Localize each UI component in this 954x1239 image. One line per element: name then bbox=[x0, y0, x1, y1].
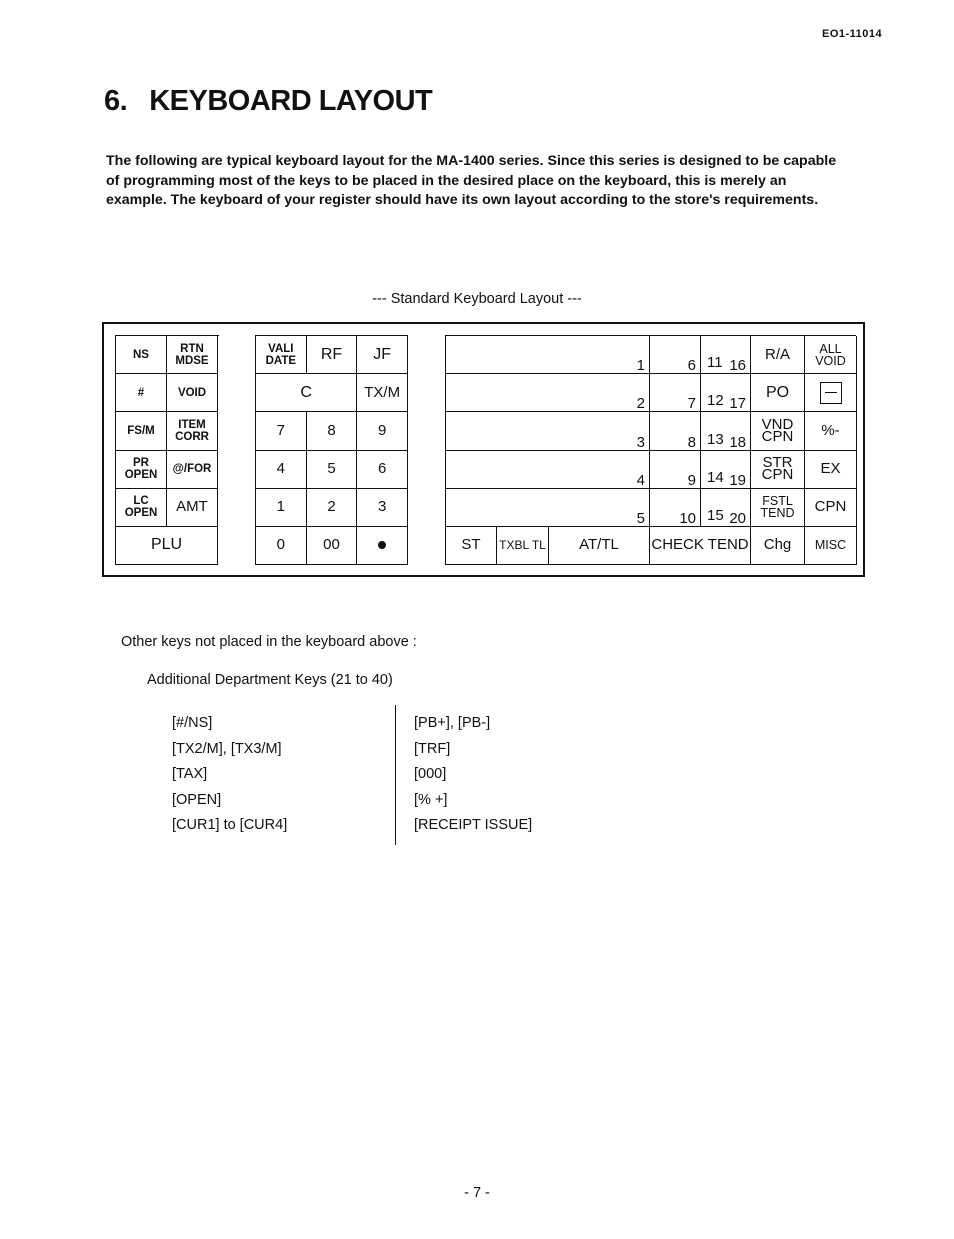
key-ex[interactable]: EX bbox=[805, 451, 857, 489]
key-percent-minus[interactable]: %- bbox=[805, 412, 857, 450]
key-2[interactable]: 2 bbox=[307, 489, 358, 527]
dept-key-14[interactable]: 14 19 bbox=[701, 451, 751, 489]
dot-icon bbox=[378, 541, 386, 549]
key-7[interactable]: 7 bbox=[256, 412, 307, 450]
key-amt[interactable]: AMT bbox=[167, 489, 218, 527]
list-item: [CUR1] to [CUR4] bbox=[172, 817, 288, 833]
key-at-for[interactable]: @/FOR bbox=[167, 451, 218, 489]
section-number: 6. bbox=[104, 85, 128, 117]
dept-key-5[interactable]: 5 bbox=[446, 489, 650, 527]
document-id: EO1-11014 bbox=[822, 28, 883, 40]
page-number: - 7 - bbox=[464, 1185, 490, 1201]
keyboard-caption: --- Standard Keyboard Layout --- bbox=[372, 291, 582, 307]
dept-key-2[interactable]: 2 bbox=[446, 374, 650, 412]
key-plu[interactable]: PLU bbox=[116, 527, 218, 565]
dept-key-1[interactable]: 1 bbox=[446, 336, 650, 374]
dept-key-10[interactable]: 10 bbox=[650, 489, 701, 527]
key-check-tend[interactable]: CHECK TEND bbox=[650, 527, 751, 565]
key-txbl-tl[interactable]: TXBL TL bbox=[497, 527, 549, 565]
key-pr-open[interactable]: PR OPEN bbox=[116, 451, 167, 489]
dept-key-18: 18 bbox=[729, 433, 746, 451]
dept-key-4[interactable]: 4 bbox=[446, 451, 650, 489]
key-rf[interactable]: RF bbox=[307, 336, 358, 374]
key-tx-m[interactable]: TX/M bbox=[357, 374, 408, 412]
list-item: [#/NS] bbox=[172, 715, 213, 731]
dept-key-9[interactable]: 9 bbox=[650, 451, 701, 489]
dept-key-6[interactable]: 6 bbox=[650, 336, 701, 374]
key-hash[interactable]: # bbox=[116, 374, 167, 412]
department-key-block bbox=[445, 335, 856, 565]
dept-key-20: 20 bbox=[729, 509, 746, 527]
key-clear[interactable]: C bbox=[256, 374, 357, 412]
dept-key-7[interactable]: 7 bbox=[650, 374, 701, 412]
boxed-minus-icon bbox=[820, 382, 842, 404]
key-vali-date[interactable]: VALI DATE bbox=[256, 336, 307, 374]
list-item: [RECEIPT ISSUE] bbox=[414, 817, 533, 833]
dept-key-11[interactable]: 11 16 bbox=[701, 336, 751, 374]
key-3[interactable]: 3 bbox=[357, 489, 408, 527]
dept-key-8[interactable]: 8 bbox=[650, 412, 701, 450]
list-item: [% +] bbox=[414, 791, 448, 808]
key-all-void[interactable]: ALL VOID bbox=[805, 336, 857, 374]
dept-key-17: 17 bbox=[729, 395, 746, 413]
dept-key-16: 16 bbox=[729, 357, 746, 375]
key-00[interactable]: 00 bbox=[307, 527, 358, 565]
key-5[interactable]: 5 bbox=[307, 451, 358, 489]
key-cpn[interactable]: CPN bbox=[805, 489, 857, 527]
list-divider bbox=[395, 705, 396, 845]
key-jf[interactable]: JF bbox=[357, 336, 408, 374]
key-str-cpn[interactable]: STR CPN bbox=[751, 451, 805, 489]
key-4[interactable]: 4 bbox=[256, 451, 307, 489]
key-at-tl[interactable]: AT/TL bbox=[549, 527, 650, 565]
key-misc[interactable]: MISC bbox=[805, 527, 857, 565]
intro-paragraph: The following are typical keyboard layout for the MA-1400 series. Since this series is designed to be capable of programming most of the keys to be placed in the desired place on the keyboard, this is merely an example. The keyboard of your register should have its own layout according to the store's requirements. bbox=[106, 153, 837, 208]
other-keys-left-list bbox=[172, 711, 287, 839]
key-decimal-point[interactable] bbox=[357, 527, 408, 565]
key-6[interactable]: 6 bbox=[357, 451, 408, 489]
key-fstl-tend[interactable]: FSTL TEND bbox=[751, 489, 805, 527]
key-1[interactable]: 1 bbox=[256, 489, 307, 527]
key-rtn-mdse[interactable]: RTN MDSE bbox=[167, 336, 218, 374]
key-po[interactable]: PO bbox=[751, 374, 805, 412]
dept-key-13[interactable]: 13 18 bbox=[701, 412, 751, 450]
list-item: [TX2/M], [TX3/M] bbox=[172, 740, 282, 757]
key-chg[interactable]: Chg bbox=[751, 527, 805, 565]
dept-key-3[interactable]: 3 bbox=[446, 412, 650, 450]
dept-key-15[interactable]: 15 20 bbox=[701, 489, 751, 527]
key-st[interactable]: ST bbox=[446, 527, 497, 565]
section-title: KEYBOARD LAYOUT bbox=[149, 85, 433, 117]
left-key-block bbox=[115, 335, 219, 565]
other-keys-heading: Other keys not placed in the keyboard above : bbox=[121, 634, 417, 650]
key-lc-open[interactable]: LC OPEN bbox=[116, 489, 167, 527]
key-ns[interactable]: NS bbox=[116, 336, 167, 374]
key-ra[interactable]: R/A bbox=[751, 336, 805, 374]
list-item: [PB+], [PB-] bbox=[414, 715, 491, 731]
dept-key-12[interactable]: 12 17 bbox=[701, 374, 751, 412]
page-title bbox=[104, 85, 432, 118]
list-item: [TRF] bbox=[414, 740, 451, 757]
list-item: [TAX] bbox=[172, 766, 208, 782]
key-void[interactable]: VOID bbox=[167, 374, 218, 412]
key-8[interactable]: 8 bbox=[307, 412, 358, 450]
dept-key-19: 19 bbox=[729, 471, 746, 489]
other-keys-right-list bbox=[414, 711, 532, 839]
numeric-key-block bbox=[255, 335, 408, 565]
key-0[interactable]: 0 bbox=[256, 527, 307, 565]
list-item: [000] bbox=[414, 766, 447, 782]
key-minus[interactable] bbox=[805, 374, 857, 412]
list-item: [OPEN] bbox=[172, 791, 222, 808]
key-fs-m[interactable]: FS/M bbox=[116, 412, 167, 450]
key-item-corr[interactable]: ITEM CORR bbox=[167, 412, 218, 450]
additional-dept-keys: Additional Department Keys (21 to 40) bbox=[147, 672, 393, 688]
key-vnd-cpn[interactable]: VND CPN bbox=[751, 412, 805, 450]
key-9[interactable]: 9 bbox=[357, 412, 408, 450]
